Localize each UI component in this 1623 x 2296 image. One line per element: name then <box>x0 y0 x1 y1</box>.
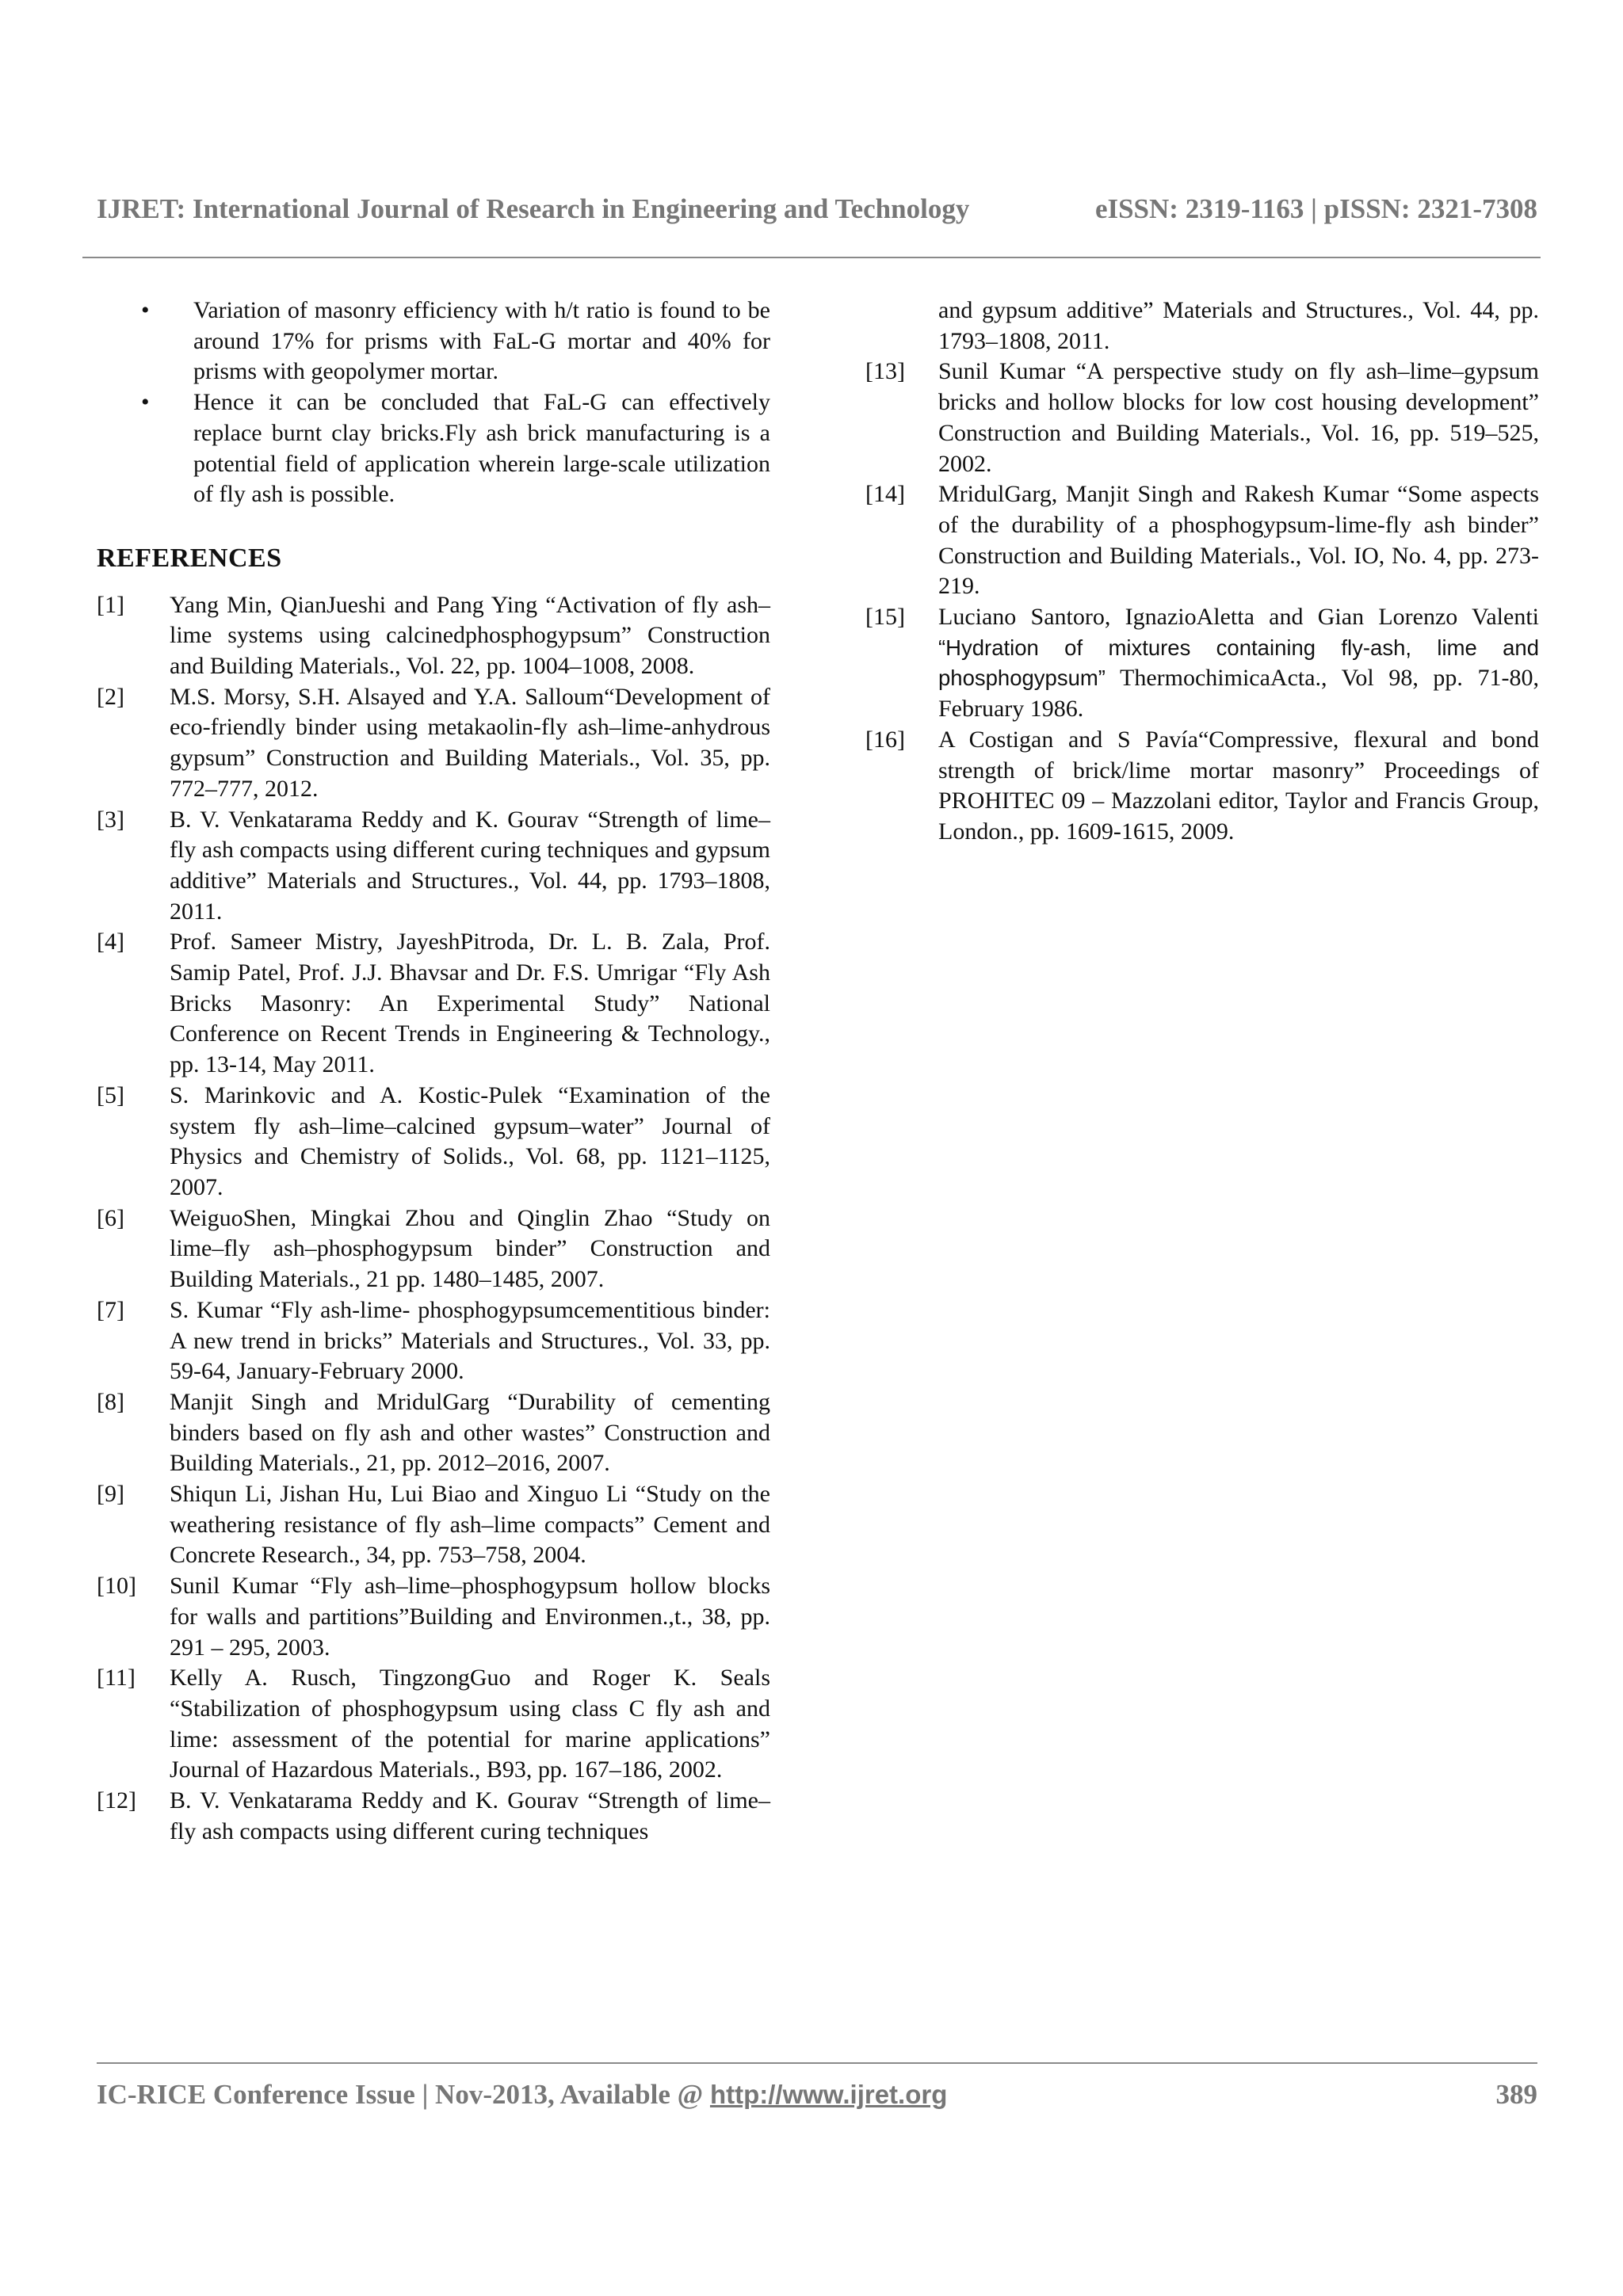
references-heading: REFERENCES <box>97 543 282 573</box>
conference-issue: IC-RICE Conference Issue | Nov-2013, Available @ <box>97 2079 710 2110</box>
issn-info: eISSN: 2319-1163 | pISSN: 2321-7308 <box>1094 193 1537 224</box>
reference-item: [6] WeiguoShen, Mingkai Zhou and Qinglin Zhao “Study on lime–fly ash–phosphogypsum binder” Construction and Building Materials., 21 pp. 1480–1485, 2007. <box>97 1204 770 1293</box>
reference-item: [7] S. Kumar “Fly ash-lime- phosphogypsumcementitious binder: A new trend in bricks” Materials and Structures., Vol. 33, pp. 59-64, January-February 2000. <box>97 1296 770 1385</box>
reference-item: [16] A Costigan and S Pavía“Compressive, flexural and bond strength of brick/lime mortar masonry” Proceedings of PROHITEC 09 – Mazzolani editor, Taylor and Francis Group, London., pp. 1609-1615, 2009. <box>865 726 1539 845</box>
reference-item: [11] Kelly A. Rusch, TingzongGuo and Roger K. Seals “Stabilization of phosphogypsum using class C fly ash and lime: assessment of the potential for marine applications” Journal of Hazardous Materials., B93, pp. 167–186, 2002. <box>97 1665 770 1783</box>
reference-item: [8] Manjit Singh and MridulGarg “Durability of cementing binders based on fly ash and other wastes” Construction and Building Materials., 21, pp. 2012–2016, 2007. <box>97 1388 770 1477</box>
bullet-icon: • <box>141 297 150 323</box>
running-header <box>97 193 1537 233</box>
reference-item: [5] S. Marinkovic and A. Kostic-Pulek “Examination of the system fly ash–lime–calcined gypsum–water” Journal of Physics and Chemistry of Solids., Vol. 68, pp. 1121–1125, 2007. <box>97 1081 770 1200</box>
header-divider <box>82 257 1541 258</box>
reference-continuation: and gypsum additive” Materials and Structures., Vol. 44, pp. 1793–1808, 2011. <box>938 297 1539 354</box>
bullet-icon: • <box>141 389 150 416</box>
reference-item: [13] Sunil Kumar “A perspective study on fly ash–lime–gypsum bricks and hollow blocks for low cost housing development” Construction and Building Materials., Vol. 16, pp. 519–525, 2002. <box>865 358 1539 477</box>
reference-item: [12] B. V. Venkatarama Reddy and K. Gourav “Strength of lime–fly ash compacts using different curing techniques <box>97 1787 770 1844</box>
bullet-item: • Variation of masonry efficiency with h/t ratio is found to be around 17% for prisms with FaL-G mortar and 40% for prisms with geopolymer mortar. <box>141 297 770 385</box>
reference-list-right <box>865 357 1539 847</box>
reference-item: [10] Sunil Kumar “Fly ash–lime–phosphogypsum hollow blocks for walls and partitions”Building and Environmen.,t., 38, pp. 291 – 295, 2003. <box>97 1573 770 1661</box>
page-number: 389 <box>1495 2079 1537 2110</box>
conclusion-bullets <box>97 296 770 510</box>
reference-item: [15] Luciano Santoro, IgnazioAletta and Gian Lorenzo Valenti “Hydration of mixtures containing fly-ash, lime and phosphogypsum” ThermochimicaActa., Vol 98, pp. 71-80, February 1986. <box>865 604 1539 723</box>
reference-item: [14] MridulGarg, Manjit Singh and Rakesh Kumar “Some aspects of the durability of a phosphogypsum-lime-fly ash binder” Construction and Building Materials., Vol. IO, No. 4, pp. 273-219. <box>865 481 1539 600</box>
reference-title-sans: “Hydration of mixtures containing fly-ash, lime and phosphogypsum” <box>938 635 1539 691</box>
page-footer <box>97 2079 1537 2119</box>
journal-title: IJRET: International Journal of Research in Engineering and Technology <box>97 193 970 224</box>
right-column <box>865 296 1539 848</box>
reference-item: [4] Prof. Sameer Mistry, JayeshPitroda, Dr. L. B. Zala, Prof. Samip Patel, Prof. J.J. Bhavsar and Dr. F.S. Umrigar “Fly Ash Bricks Masonry: An Experimental Study” National Conference on Recent Trends in Engineering & Technology., pp. 13-14, May 2011. <box>97 929 770 1078</box>
footer-divider <box>97 2062 1537 2064</box>
reference-item: [2] M.S. Morsy, S.H. Alsayed and Y.A. Salloum“Development of eco-friendly binder using metakaolin-fly ash–lime-anhydrous gypsum” Construction and Building Materials., Vol. 35, pp. 772–777, 2012. <box>97 683 770 802</box>
left-column <box>97 296 770 1847</box>
bullet-item: • Hence it can be concluded that FaL-G can effectively replace burnt clay bricks.Fly ash brick manufacturing is a potential field of application wherein large-scale utilization of fly ash is possible. <box>141 389 770 508</box>
journal-website-link[interactable]: http://www.ijret.org <box>709 2080 948 2109</box>
reference-item: [9] Shiqun Li, Jishan Hu, Lui Biao and Xinguo Li “Study on the weathering resistance of fly ash–lime compacts” Cement and Concrete Research., 34, pp. 753–758, 2004. <box>97 1481 770 1569</box>
reference-list-left <box>97 590 770 1848</box>
reference-item: [1] Yang Min, QianJueshi and Pang Ying “Activation of fly ash–lime systems using calcinedphosphogypsum” Construction and Building Materials., Vol. 22, pp. 1004–1008, 2008. <box>97 591 770 680</box>
reference-item: [3] B. V. Venkatarama Reddy and K. Gourav “Strength of lime–fly ash compacts using different curing techniques and gypsum additive” Materials and Structures., Vol. 44, pp. 1793–1808, 2011. <box>97 806 770 925</box>
